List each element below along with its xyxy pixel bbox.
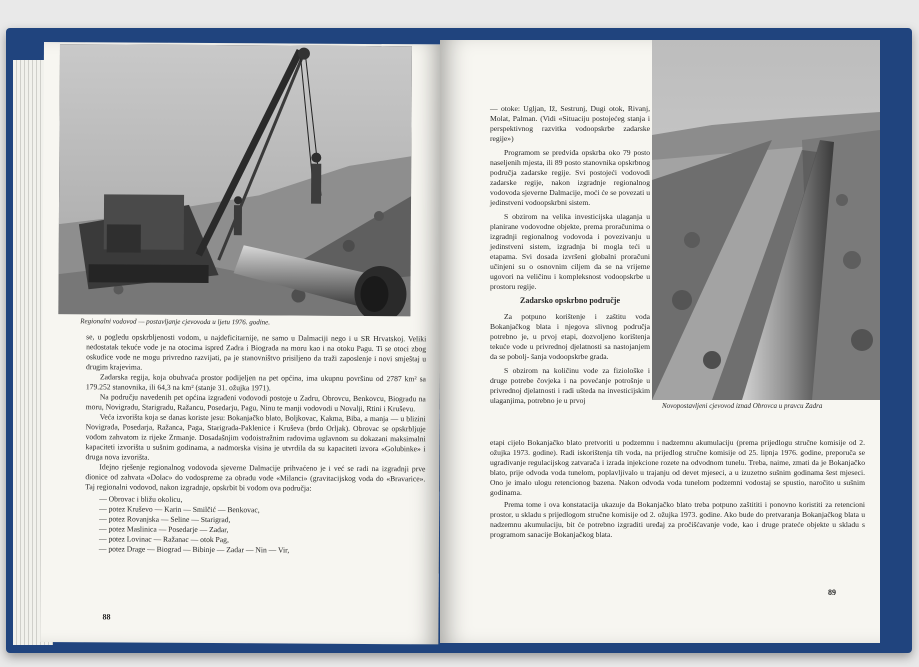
photo-caption: Regionalni vodovod — postavljanje cjevovoda u ljetu 1976. godine. xyxy=(80,317,271,327)
list-item: — potez Maslinica — Posedarje — Zadar, xyxy=(98,524,229,535)
right-page xyxy=(440,40,880,643)
paragraph: se, u pogledu opskrbljenosti vodom, u najdeficitarnije, ne samo u Dalmaciji nego i u SR Hrvatskoj. Veliki nedostatak tekuće vode je na otocima ispred Zadra i Biograda na moru kao i na otoku Pagu. Ti se otoci zbog oskudice vode ne mogu privredno razvijati, pa je stanovništvo prisiljeno da traži zaposlenje i novi smještaj u drugim krajevima. xyxy=(85,332,427,372)
paragraph: S obzirom na velika investicijska ulaganja u planirane vodovodne objekte, prema proračunima o izgradnji regionalnog vodovoda i povezivanju u jedinstveni sistem, izgradnja bi mogla teći u etapama. Svi dosada izvršeni globalni proračuni učinjeni su o osnovnim ciljem da se na vrijeme ugovori na veličinu i kompleksnost vodoopskrbe u prostoru regije. xyxy=(490,212,650,291)
list-item: — potez Rovanjska — Seline — Starigrad, xyxy=(99,514,231,525)
section-heading: Zadarsko opskrbno područje xyxy=(519,296,621,305)
paragraph: Zadarska regija, koja obuhvaća prostor podijeljen na pet općina, ima ukupnu površinu od 2787 km² sa 179.252 stanovnika, ili 64,3 na km² (stanje 31. ožujka 1971). xyxy=(85,372,426,393)
paragraph: Na području navedenih pet općina izgrađeni vodovodi postoje u Zadru, Obrovcu, Benkovcu, Biogradu na moru, Novigradu, Starigradu, Ražancu, Posedarju, Pagu, Ninu te manji vodovodi u Novalji, Rtini i Kruševu. xyxy=(85,392,426,414)
list-item: — potez Kruševo — Karin — Smilčić — Benkovac, xyxy=(99,504,260,515)
right-page-full-text xyxy=(490,438,865,540)
left-page xyxy=(40,42,442,644)
paragraph: Za potpuno korištenje i zaštitu voda Bokanjačkog blata i njegova slivnog područja potrebno je, u prvoj etapi, dozvoljeno korištenja tekuće vode u privrednoj djelatnosti sa nastojanjem da se pobolj- šanja vodoopskrbe grada. xyxy=(490,312,650,361)
new-pipeline-photo xyxy=(652,40,880,400)
right-column-text xyxy=(490,104,650,406)
supply-area-list xyxy=(85,494,425,556)
list-item: — potez Drage — Biograd — Bibinje — Zadar — Nin — Vir, xyxy=(98,544,290,555)
paragraph: Programom se predviđa opskrba oko 79 posto naseljenih mjesta, ili 89 posto stanovnika opskrbnog područja zadarske regije. Svi postojeći vodovodi zadarske regije, nakon izgradnje regionalnog vodovoda sjeverne Dalmacije, moći će se povezati u jedinstveni vodoopskrbni sistem. xyxy=(490,148,650,207)
pipeline-construction-photo xyxy=(58,44,412,316)
page-number: 88 xyxy=(102,612,111,622)
list-item: — potez Lovinac — Ražanac — otok Pag, xyxy=(98,534,229,545)
paragraph: Veća izvorišta koja se danas koriste jesu: Bokanjačko blato, Boljkovac, Kakma, Biba, a manja — u blizini Novigrada, Posedarja, Ražanca, Paga, Starigrada-Paklenice i Kruševa (brdo Orljak). Obrovac se opskrbljuje vodom zahvatom iz rijeke Zrmanje. Dosadašnjim vodoistražnim radovima uglavnom su dokazani maksimalni kapaciteti izvorišta u sušnim godinama, a nadmorska visina je utvrdila da su kapaciteti izvora «Golubinke» i druga nova izvorišta. xyxy=(85,412,426,462)
left-page-text xyxy=(85,332,426,556)
paragraph: etapi cijelo Bokanjačko blato pretvoriti u podzemnu i nadzemnu akumulaciju (prema prijedlogu stručne komisije od 2. ožujka 1973. godine). Radi iskorištenja tih voda, na prijedlog stručne komisije od 25. lipnja 1976. godine, preporuča se ugrađivanje regulacijskog zatvarača i izrada injekcione rozete na odvodnom tunelu. Treba, naime, zmati da je Bokanjačko blato, prije odvoda voda tunelom, poplavljivalo u trajanju od devet mjeseci, a u izuzetno sušnim godinama šest mjeseci. Ono je imalo ulogu retencionog bazena. Nakon odvoda voda tunelom podzemni vodostaj se spustio, naročito u sušnim godinama. xyxy=(490,438,865,497)
paragraph: Prema tome i ova konstatacija ukazuje da Bokanjačko blato treba potpuno zaštititi i ponovno koristiti za retencioni prostor, u skladu s prijedlogom stručne komisije od 2. ožujka 1973. godine. Ako bude do pretvaranja Bokanjačkog blata u nadzemnu akumulaciju, bit će potrebno izgraditi uređaj za pročišćavanje vode, kao i druge prateće objekte u skladu s programom sanacije Bokanjačkog blata. xyxy=(490,500,865,539)
list-item: — Obrovac i bližu okolicu, xyxy=(99,494,183,504)
page-number: 89 xyxy=(828,588,836,597)
paragraph: Idejno rješenje regionalnog vodovoda sjeverne Dalmacije prihvaćeno je i već se radi na izgradnji prve dionice od zahvata «Dolac» do vodospreme za obradu vode «Milanci» (gravitacijskog voda do «Bravarice». Taj regionalni vodovod, nakon izgradnje, opskrbit bi vodom ova područja: xyxy=(85,462,426,493)
paragraph: — otoke: Ugljan, Iž, Sestrunj, Dugi otok, Rivanj, Molat, Palman. (Vidi «Situaciju postojećeg stanja i perspektivnog razvitka vodoopskrbe zadarske regije») xyxy=(490,104,650,143)
paragraph: S obzirom na količinu vode za fiziološke i druge potrebe čovjeka i na povećanje potrošnje u privrednoj djelatnosti i radi ušteda na investicijskim ulaganjima, potrebno je u prvoj xyxy=(490,366,650,405)
photo-caption: Novopostavljeni cjevovod iznad Obrovca u pravcu Zadra xyxy=(662,402,823,410)
